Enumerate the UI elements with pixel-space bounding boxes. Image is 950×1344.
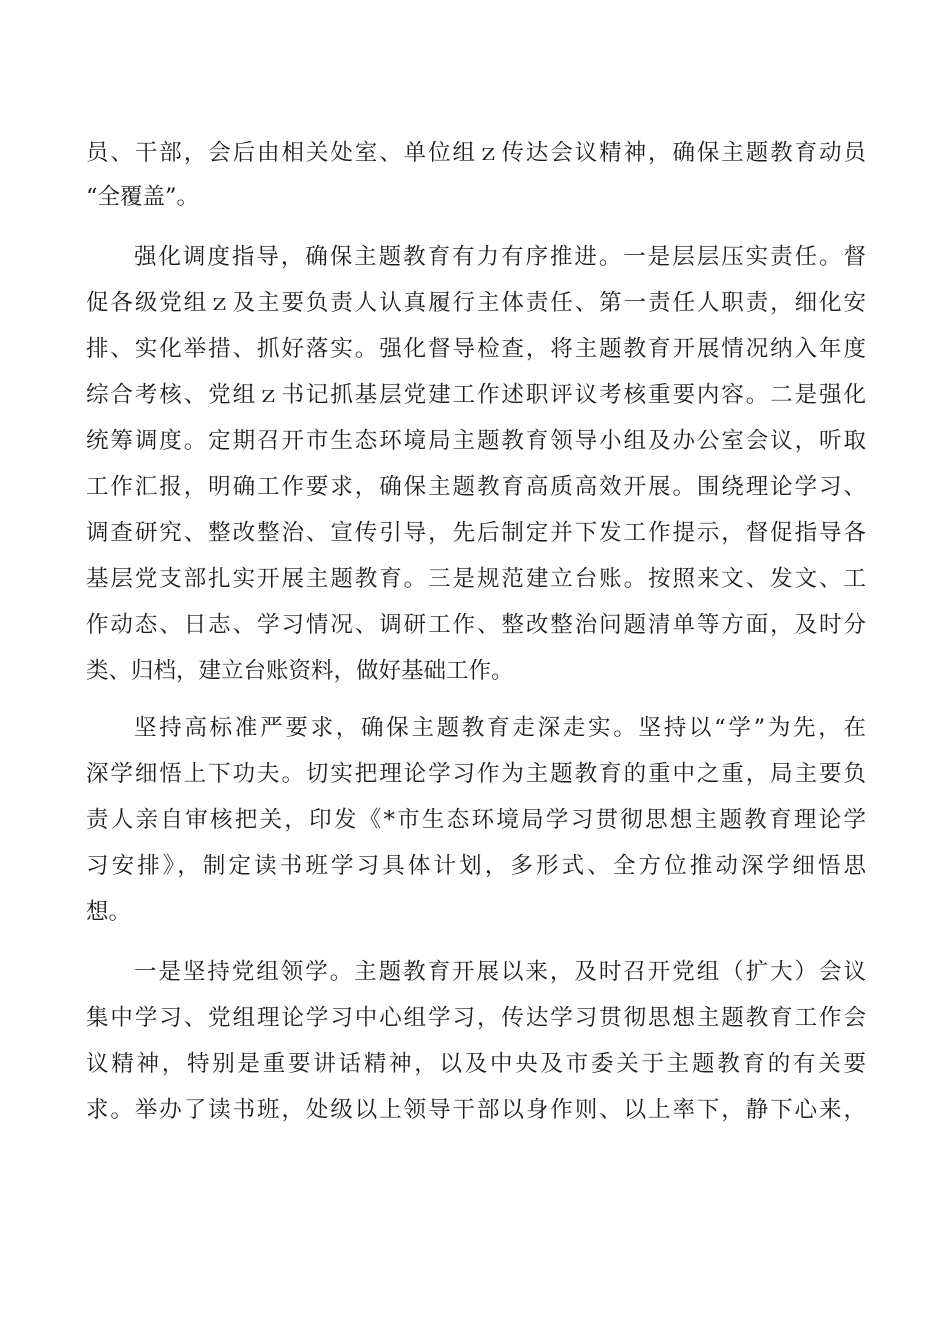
- text-line: 议精神，特别是重要讲话精神，以及中央及市委关于主题教育的有关要: [86, 1051, 866, 1077]
- text-line: 工作汇报，明确工作要求，确保主题教育高质高效开展。围绕理论学习、: [86, 474, 866, 500]
- paragraph-first-line: 一是坚持党组领学。主题教育开展以来，及时召开党组（扩大）会议: [134, 959, 866, 985]
- text-line: 综合考核、党组ｚ书记抓基层党建工作述职评议考核重要内容。二是强化: [86, 382, 866, 408]
- text-line: 作动态、日志、学习情况、调研工作、整改整治问题清单等方面，及时分: [86, 612, 866, 638]
- text-line: 统筹调度。定期召开市生态环境局主题教育领导小组及办公室会议，听取: [86, 428, 866, 454]
- text-line: 促各级党组ｚ及主要负责人认真履行主体责任、第一责任人职责，细化安: [86, 290, 866, 316]
- text-line: “全覆盖”。: [86, 184, 200, 210]
- text-line: 排、实化举措、抓好落实。强化督导检查，将主题教育开展情况纳入年度: [86, 336, 866, 362]
- text-line: 类、归档，建立台账资料，做好基础工作。: [86, 658, 514, 684]
- text-line: 集中学习、党组理论学习中心组学习，传达学习贯彻思想主题教育工作会: [86, 1005, 866, 1031]
- text-line: 求。举办了读书班，处级以上领导干部以身作则、以上率下，静下心来，: [86, 1097, 866, 1123]
- text-line: 调查研究、整改整治、宣传引导，先后制定并下发工作提示，督促指导各: [86, 520, 866, 546]
- text-line: 深学细悟上下功夫。切实把理论学习作为主题教育的重中之重，局主要负: [86, 761, 866, 787]
- text-line: 基层党支部扎实开展主题教育。三是规范建立台账。按照来文、发文、工: [86, 566, 866, 592]
- text-line: 员、干部，会后由相关处室、单位组ｚ传达会议精神，确保主题教育动员: [86, 140, 866, 166]
- paragraph-first-line: 强化调度指导，确保主题教育有力有序推进。一是层层压实责任。督: [134, 244, 866, 270]
- paragraph-first-line: 坚持高标准严要求，确保主题教育走深走实。坚持以“学”为先，在: [134, 715, 866, 741]
- text-line: 责人亲自审核把关，印发《*市生态环境局学习贯彻思想主题教育理论学: [86, 807, 866, 833]
- text-line: 习安排》，制定读书班学习具体计划，多形式、全方位推动深学细悟思: [86, 853, 866, 879]
- text-line: 想。: [86, 899, 132, 925]
